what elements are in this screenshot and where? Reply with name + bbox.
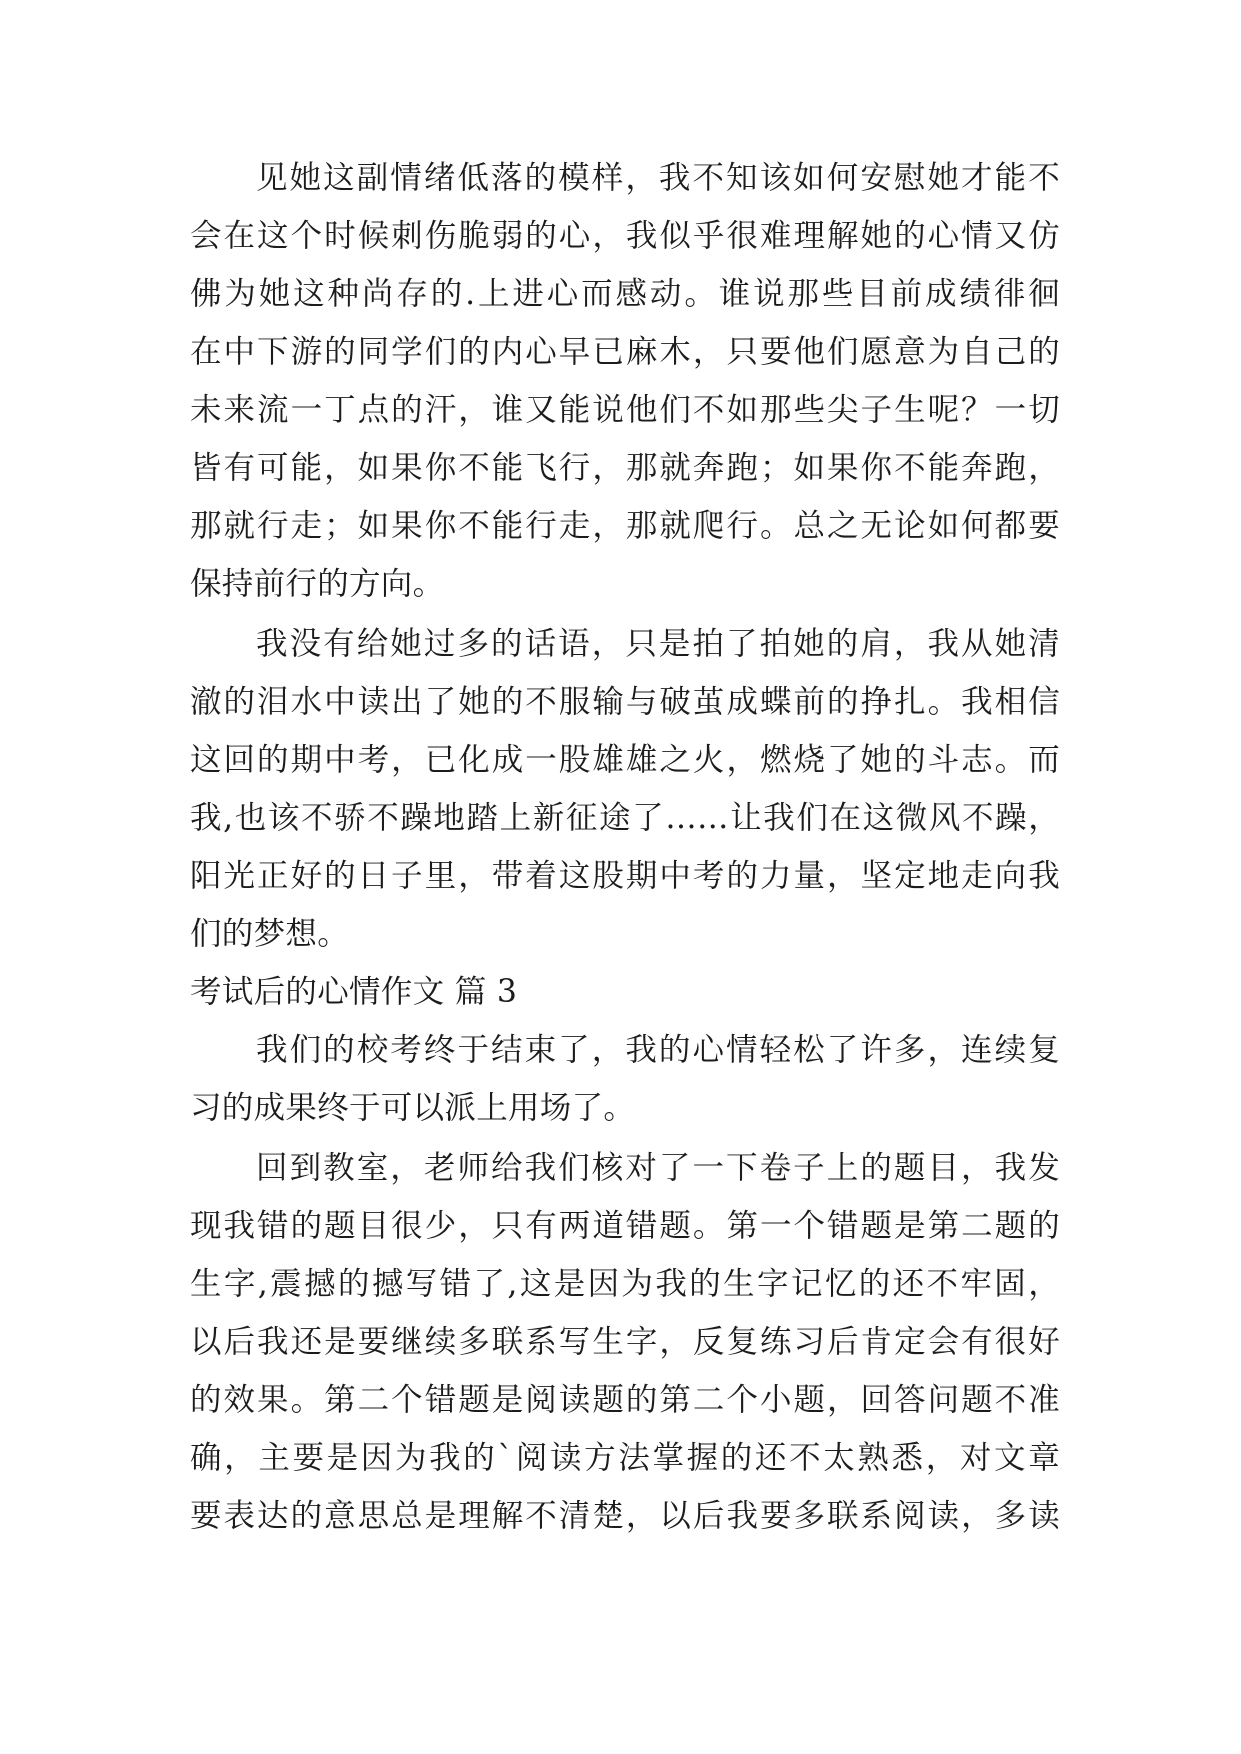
text-line: 见她这副情绪低落的模样，我不知该如何安慰她才能不 xyxy=(256,160,1060,196)
text-line: 保持前行的方向。 xyxy=(190,566,445,602)
text-line: 习的成果终于可以派上用场了。 xyxy=(190,1090,636,1126)
text-line: 们的梦想。 xyxy=(190,916,350,952)
text-line: 澈的泪水中读出了她的不服输与破茧成蝶前的挣扎。我相信 xyxy=(190,684,1060,720)
text-line: 生字,震撼的撼写错了,这是因为我的生字记忆的还不牢固， xyxy=(190,1266,1060,1302)
text-line: 的效果。第二个错题是阅读题的第二个小题，回答问题不准 xyxy=(190,1382,1060,1418)
text-line: 我没有给她过多的话语，只是拍了拍她的肩，我从她清 xyxy=(256,626,1060,662)
text-line: 我们的校考终于结束了，我的心情轻松了许多，连续复 xyxy=(256,1032,1060,1068)
text-line: 回到教室，老师给我们核对了一下卷子上的题目，我发 xyxy=(256,1150,1060,1186)
text-line: 在中下游的同学们的内心早已麻木，只要他们愿意为自己的 xyxy=(190,334,1060,370)
text-line: 以后我还是要继续多联系写生字，反复练习后肯定会有很好 xyxy=(190,1324,1060,1360)
text-line: 要表达的意思总是理解不清楚，以后我要多联系阅读，多读 xyxy=(190,1498,1060,1534)
text-line: 未来流一丁点的汗，谁又能说他们不如那些尖子生呢？一切 xyxy=(190,392,1060,428)
text-line: 会在这个时候刺伤脆弱的心，我似乎很难理解她的心情又仿 xyxy=(190,218,1060,254)
text-line: 我,也该不骄不躁地踏上新征途了……让我们在这微风不躁， xyxy=(190,800,1060,836)
text-line: 这回的期中考，已化成一股雄雄之火，燃烧了她的斗志。而 xyxy=(190,742,1060,778)
text-line: 现我错的题目很少，只有两道错题。第一个错题是第二题的 xyxy=(190,1208,1060,1244)
text-line: 佛为她这种尚存的.上进心而感动。谁说那些目前成绩徘徊 xyxy=(190,276,1060,312)
section-heading: 考试后的心情作文 篇 3 xyxy=(190,974,518,1010)
text-line: 确，主要是因为我的`阅读方法掌握的还不太熟悉，对文章 xyxy=(190,1440,1060,1476)
text-line: 皆有可能，如果你不能飞行，那就奔跑；如果你不能奔跑， xyxy=(190,450,1060,486)
text-line: 阳光正好的日子里，带着这股期中考的力量，坚定地走向我 xyxy=(190,858,1060,894)
text-line: 那就行走；如果你不能行走，那就爬行。总之无论如何都要 xyxy=(190,508,1060,544)
